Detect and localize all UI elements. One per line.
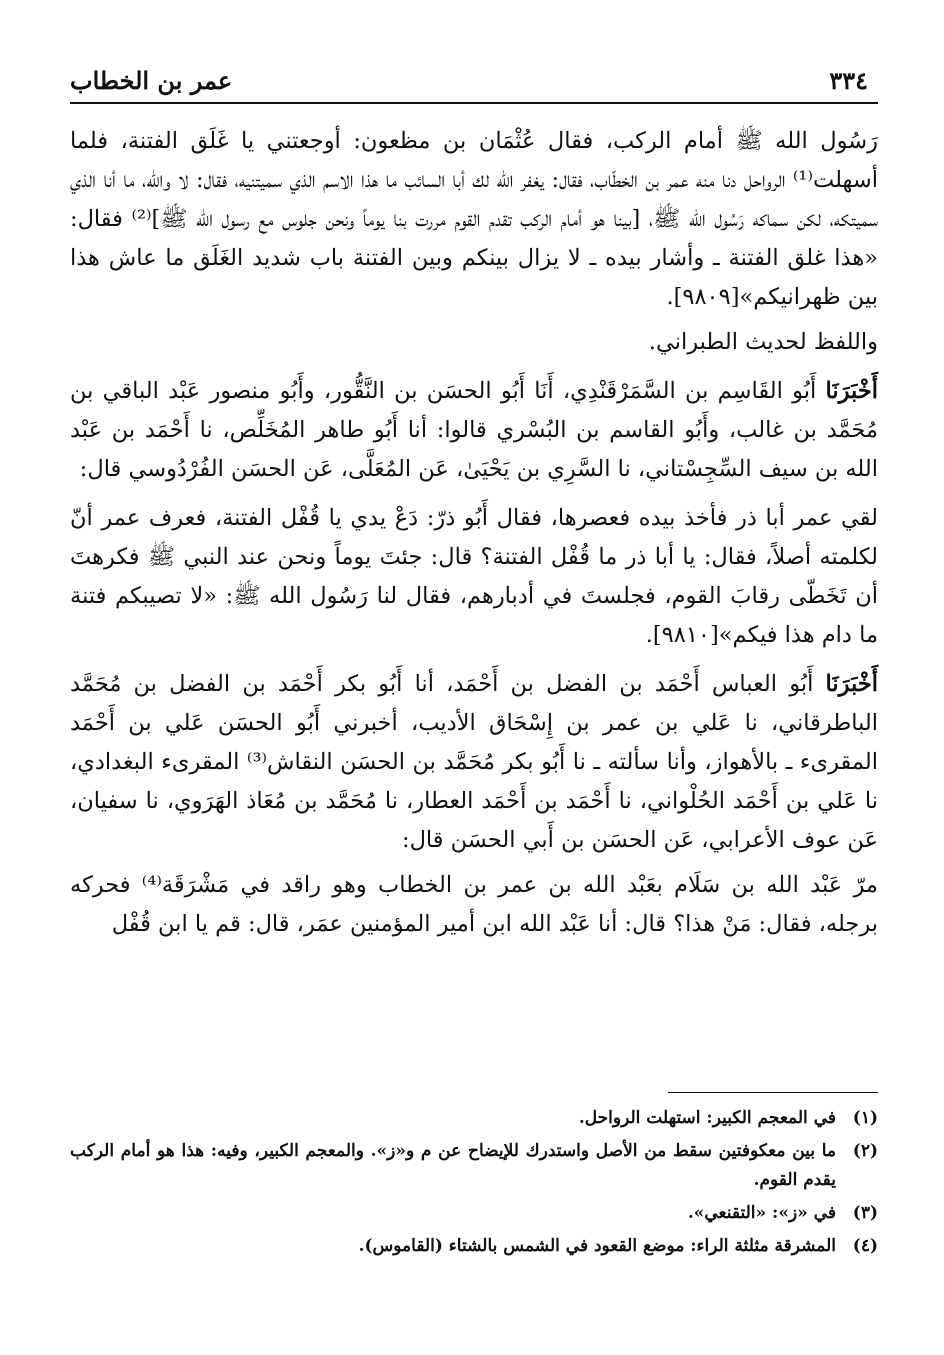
footnote-text: ما بين معكوفتين سقط من الأصل واستدرك للإيضاح عن م و«ز». والمعجم الكبير، وفيه: هذا هو أمام الركب يقدم القوم. [70,1141,836,1190]
paragraph [70,866,878,944]
footnote [70,1199,878,1228]
footnote-rule [668,1092,878,1093]
paragraph [70,323,878,362]
paragraph [70,499,878,655]
page-header [70,60,878,100]
paragraph-text: واللفظ لحديث الطبراني. [648,329,878,355]
isnad-paragraph [70,665,878,860]
paragraph [70,122,878,317]
footnote-number: (١) [852,1108,878,1128]
footnote-text: في «ز»: «التقنعي». [687,1203,836,1223]
footnote [70,1137,878,1195]
footnote-number: (٢) [852,1141,878,1161]
header-rule [70,102,878,104]
footnote-number: (٣) [852,1203,878,1223]
footnote [70,1232,878,1261]
isnad-paragraph [70,372,878,489]
page-number: ٣٣٤ [829,66,868,95]
main-text [70,122,878,950]
footnote-number: (٤) [852,1236,878,1256]
book-page [70,60,878,1300]
paragraph-text: أَبُو العباس أَحْمَد بن الفضل بن أَحْمَد، أنا أَبُو بكر أَحْمَد بن الفضل بن مُحَمَّد الباطرقاني، نا عَلي بن عمر بن إِسْحَاق الأديب، أخبرني أَبُو الحسَن عَلي بن أَحْمَد المقرىء ـ بالأهواز، وأنا سألته ـ نا أَبُو بكر مُحَمَّد بن الحسَن النقاش⁽³⁾ المقرىء البغدادي، نا عَلي بن أَحْمَد الحُلْواني، نا أَحْمَد بن أَحْمَد العطار، نا مُحَمَّد بن مُعَاذ الهَرَوي، نا سفيان، عَن عوف الأعرابي، عَن الحسَن بن أَبي الحسَن قال: [70,671,878,853]
paragraph-text: أَبُو القَاسِم بن السَّمَرْقَنْدِي، أَنَا أَبُو الحسَن بن النَّقُّور، وأَبُو منصور عَبْد الباقي بن مُحَمَّد بن غالب، وأَبُو القاسم بن البُسْري قالوا: أنا أَبُو طاهر المُخَلِّص، نا أَحْمَد بن عَبْد الله بن سيف السِّجِسْتاني، نا السَّرِي بن يَحْيَىٰ، عَن المُعَلَّى، عَن الحسَن الفُرْدُوسي قال: [70,378,878,482]
footnotes [70,1104,878,1265]
akhbarana-lead: أَخْبَرَنَا [825,671,878,697]
paragraph-text: لقي عمر أبا ذر فأخذ بيده فعصرها، فقال أَبُو ذرّ: دَعْ يدي يا قُفْل الفتنة، فعرف عمر أنّ لكلمته أصلاً، فقال: يا أبا ذر ما قُفْل الفتنة؟ قال: جئتَ يوماً ونحن عند النبي ﷺ فكرهتَ أن تَخَطّى رقابَ القوم، فجلستَ في أدبارهم، فقال لنا رَسُول الله ﷺ: «لا تصيبكم فتنة ما دام هذا فيكم»[٩٨١٠]. [70,505,878,648]
footnote [70,1104,878,1133]
running-title: عمر بن الخطاب [70,66,233,95]
akhbarana-lead: أَخْبَرَنَا [825,378,878,404]
paragraph-text: رَسُول الله ﷺ أمام الركب، فقال عُثْمَان بن مظعون: أوجعتني يا غَلَق الفتنة، فلما أسهلت⁽¹⁾ الرواحل دنا منه عمر بن الخطّاب، فقال: يغفر الله لك أبا السائب ما هذا الاسم الذي سميتنيه، فقال: لا والله، ما أنا الذي سميتكه، لكن سماكه رَسُول الله ﷺ، [بينا هو أمام الركب تقدم القوم مررت بنا يوماً ونحن جلوس مع رسول الله ﷺ]⁽²⁾ فقال: «هذا غلق الفتنة ـ وأشار بيده ـ لا يزال بينكم وبين الفتنة باب شديد الغَلَق ما عاش هذا بين ظهرانيكم»[٩٨٠٩]. [70,128,878,310]
paragraph-text: مرّ عَبْد الله بن سَلَام بعَبْد الله بن عمر بن الخطاب وهو راقد في مَشْرَقَة⁽⁴⁾ فحركه برجله، فقال: مَنْ هذا؟ قال: أنا عَبْد الله ابن أمير المؤمنين عمَر، قال: قم يا ابن قُفْل [70,872,878,937]
footnote-text: في المعجم الكبير: استهلت الرواحل. [578,1108,836,1128]
footnote-text: المشرقة مثلثة الراء: موضع القعود في الشمس بالشتاء (القاموس). [358,1236,836,1256]
